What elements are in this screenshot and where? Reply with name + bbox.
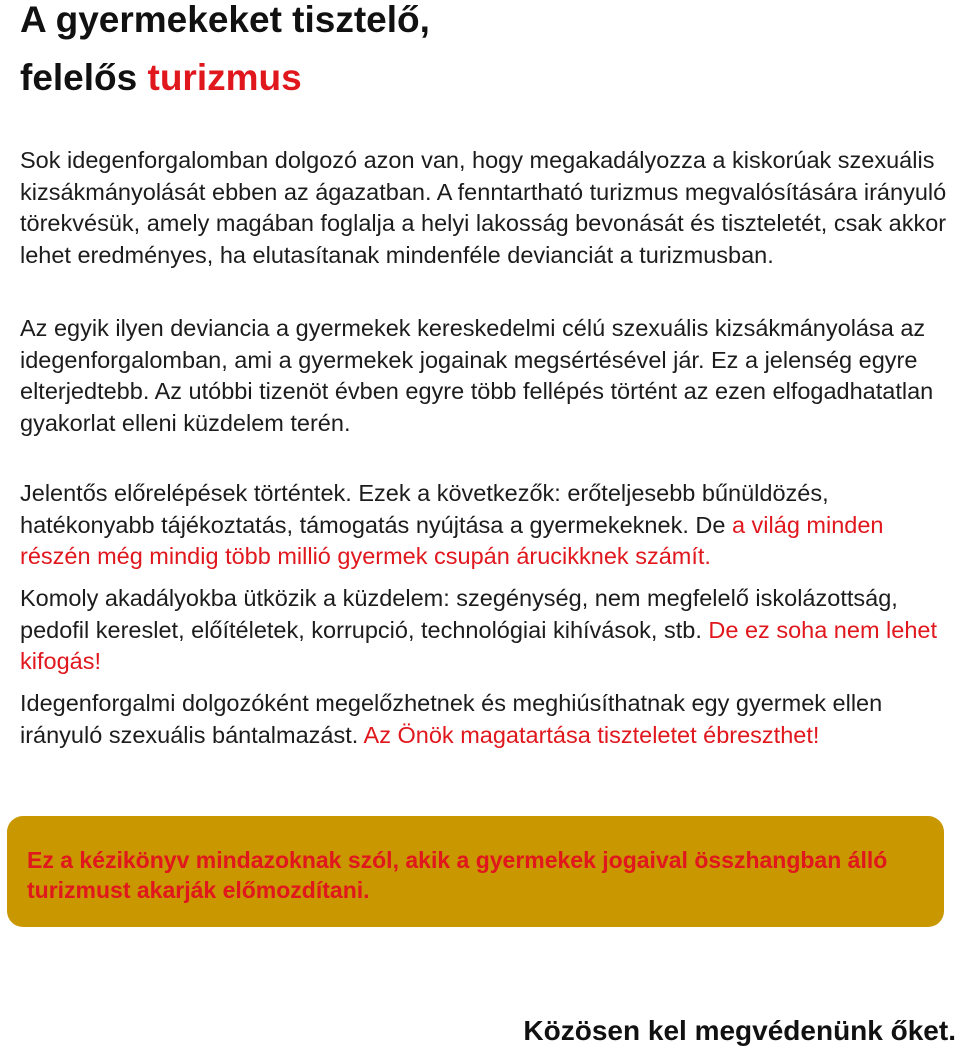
paragraph-tourism-workers-text: Idegenforgalmi dolgozóként megelőzhetnek és meghiúsíthatnak egy gyermek ellen irányuló szexuális bántalmazást. bbox=[20, 690, 883, 748]
page-title-prefix: felelős bbox=[20, 57, 148, 98]
page-title-accent: turizmus bbox=[147, 57, 302, 98]
paragraph-obstacles-text: Komoly akadályokba ütközik a küzdelem: szegénység, nem megfelelő iskolázottság, pedofil kereslet, előítéletek, korrupció, technológiai kihívások, stb. bbox=[20, 585, 898, 643]
paragraph-progress-text: Jelentős előrelépések történtek. Ezek a következők: erőteljesebb bűnüldözés, hatékonyabb tájékoztatás, támogatás nyújtása a gyermekeknek. De bbox=[20, 480, 829, 538]
paragraph-obstacles-highlight: De ez soha nem lehet kifogás! bbox=[20, 616, 938, 674]
callout-text: Ez a kézikönyv mindazoknak szól, akik a gyermekek jogaival összhangban álló turizmust akarják előmozdítani. bbox=[27, 847, 888, 903]
paragraph-progress-highlight: a világ minden részén még mindig több millió gyermek csupán árucikknek számít. bbox=[20, 511, 884, 569]
paragraph-intro: Sok idegenforgalomban dolgozó azon van, hogy megakadályozza a kiskorúak szexuális kizsákmányolását ebben az ágazatban. A fenntartható turizmus megvalósítására irányuló törekvésük, amely magában foglalja a helyi lakosság bevonását és tiszteletét, csak akkor lehet eredményes, ha elutasítanak mindenféle devianciát a turizmusban. bbox=[20, 147, 947, 268]
paragraph-tourism-workers bbox=[20, 688, 955, 751]
paragraph-deviance: Az egyik ilyen deviancia a gyermekek kereskedelmi célú szexuális kizsákmányolása az idegenforgalomban, ami a gyermekek jogainak megsértésével jár. Ez a jelenség egyre elterjedtebb. Az utóbbi tizenöt évben egyre több fellépés történt az ezen elfogadhatatlan gyakorlat elleni küzdelem terén. bbox=[20, 315, 934, 436]
page-title-line-2 bbox=[20, 58, 302, 98]
page-title-line-1: A gyermekeket tisztelő, bbox=[20, 0, 430, 40]
paragraph-tourism-workers-highlight: Az Önök magatartása tiszteletet ébreszthet! bbox=[363, 721, 820, 748]
paragraph-progress bbox=[20, 478, 955, 573]
footer-slogan: Közösen kel megvédenünk őket. bbox=[523, 1015, 956, 1046]
callout-box bbox=[7, 816, 944, 927]
paragraph-obstacles bbox=[20, 583, 955, 678]
